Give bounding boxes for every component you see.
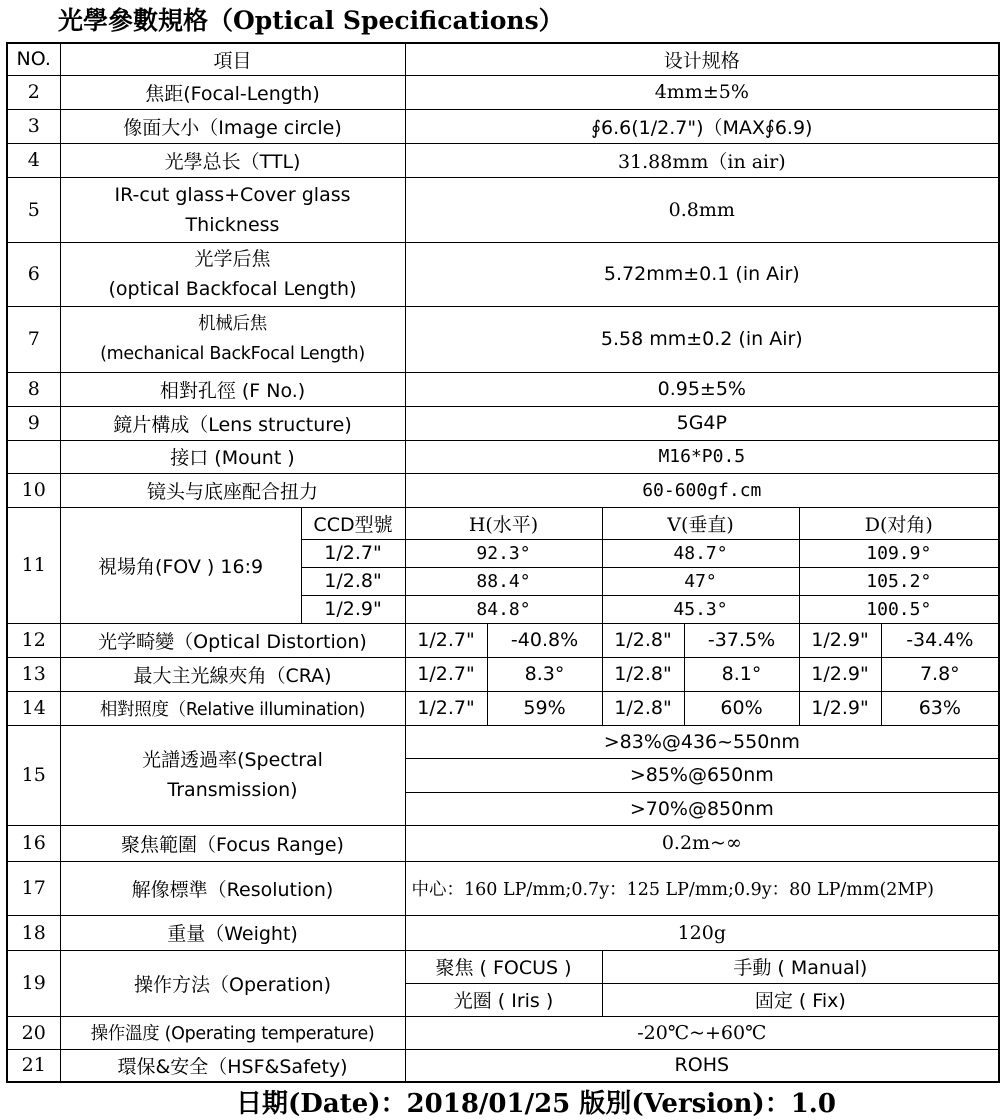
- fov-v: 47°: [602, 567, 799, 595]
- row-label-line2: (optical Backfocal Length): [108, 278, 357, 300]
- fov-d: 100.5°: [799, 595, 999, 623]
- row-no: 21: [7, 1049, 60, 1082]
- table-row-torque: [7, 473, 999, 507]
- row-value: 60-600gf.cm: [405, 473, 999, 507]
- row-value: 120g: [405, 915, 999, 950]
- header-item: 項目: [60, 43, 405, 75]
- fov-v: 45.3°: [602, 595, 799, 623]
- row-label: 鏡片構成（Lens structure): [60, 406, 405, 440]
- row-value: 中心：160 LP/mm;0.7y：125 LP/mm;0.9y：80 LP/mm(2MP): [405, 861, 999, 915]
- table-row-focus-range: [7, 825, 999, 861]
- fov-d-header: D(对角): [799, 507, 999, 539]
- row-label: 視場角(FOV ) 16:9: [60, 507, 301, 623]
- row-label: 解像標準（Resolution): [60, 861, 405, 915]
- row-no: 5: [7, 177, 60, 242]
- row-label: 最大主光線夾角（CRA): [60, 657, 405, 691]
- table-row-cra: [7, 657, 999, 691]
- row-label: 光學总长（TTL): [60, 143, 405, 177]
- row-label: 重量（Weight): [60, 915, 405, 950]
- fov-h-header: H(水平): [405, 507, 602, 539]
- row-value: 5.72mm±0.1 (in Air): [405, 242, 999, 306]
- value-cell: -34.4%: [881, 623, 999, 657]
- table-row-ir-cut: [7, 177, 999, 242]
- table-row-hsf: [7, 1049, 999, 1082]
- row-no: [7, 440, 60, 473]
- row-label: [60, 725, 405, 825]
- row-no: 18: [7, 915, 60, 950]
- row-label: [60, 242, 405, 306]
- row-label: 操作溫度 (Operating temperature): [60, 1016, 405, 1049]
- row-label: 焦距(Focal-Length): [60, 75, 405, 109]
- table-row-weight: [7, 915, 999, 950]
- value-cell: 8.1°: [684, 657, 799, 691]
- operation-focus: 聚焦 ( FOCUS ): [405, 950, 602, 983]
- ccd-cell: 1/2.8": [602, 657, 684, 691]
- row-label: [60, 177, 405, 242]
- table-row-image-circle: [7, 109, 999, 143]
- row-label: 接口 (Mount ): [60, 440, 405, 473]
- row-label-line1: 光学后焦: [194, 248, 271, 270]
- table-row-optical-bfl: [7, 242, 999, 306]
- spectral-value: >70%@850nm: [405, 792, 999, 825]
- value-cell: 59%: [487, 691, 602, 725]
- spec-table: [6, 42, 1000, 1083]
- row-value: 5.58 mm±0.2 (in Air): [405, 306, 999, 372]
- row-label: 相對照度（Relative illumination): [60, 691, 405, 725]
- table-row-focal: [7, 75, 999, 109]
- table-row-ttl: [7, 143, 999, 177]
- table-row-resolution: [7, 861, 999, 915]
- fov-ccd: 1/2.9": [301, 595, 405, 623]
- row-value: M16*P0.5: [405, 440, 999, 473]
- row-no: 10: [7, 473, 60, 507]
- ccd-cell: 1/2.7": [405, 657, 487, 691]
- table-row-relative-illumination: [7, 691, 999, 725]
- table-row-mount: [7, 440, 999, 473]
- row-label-line2: Thickness: [185, 213, 280, 236]
- row-no: 17: [7, 861, 60, 915]
- row-no: 4: [7, 143, 60, 177]
- footer-date-version: 日期(Date)：2018/01/25 版別(Version)：1.0: [236, 1089, 836, 1119]
- ccd-cell: 1/2.7": [405, 623, 487, 657]
- value-cell: 60%: [684, 691, 799, 725]
- footer-partial: [6, 1087, 998, 1119]
- fov-h: 84.8°: [405, 595, 602, 623]
- value-cell: -40.8%: [487, 623, 602, 657]
- table-row-fov-header: [7, 507, 999, 539]
- row-label: [60, 306, 405, 372]
- row-no: 20: [7, 1016, 60, 1049]
- row-label-line2: (mechanical BackFocal Length): [100, 344, 365, 364]
- table-row-temperature: [7, 1016, 999, 1049]
- header-no: NO.: [7, 43, 60, 75]
- row-no: 7: [7, 306, 60, 372]
- table-row-distortion: [7, 623, 999, 657]
- row-no: 13: [7, 657, 60, 691]
- fov-ccd-header: CCD型號: [301, 507, 405, 539]
- fov-h: 92.3°: [405, 539, 602, 567]
- row-label: 镜头与底座配合扭力: [60, 473, 405, 507]
- row-label: 相對孔徑 (F No.): [60, 372, 405, 406]
- spectral-value: >83%@436~550nm: [405, 725, 999, 758]
- fov-ccd: 1/2.8": [301, 567, 405, 595]
- table-row-operation: [7, 950, 999, 983]
- row-value: 0.2m~∞: [405, 825, 999, 861]
- fov-v: 48.7°: [602, 539, 799, 567]
- table-row-mechanical-bfl: [7, 306, 999, 372]
- row-no: 19: [7, 950, 60, 1016]
- row-no: 15: [7, 725, 60, 825]
- row-label: 光学畸變（Optical Distortion): [60, 623, 405, 657]
- table-header-row: [7, 43, 999, 75]
- spectral-value: >85%@650nm: [405, 758, 999, 792]
- operation-manual: 手動 ( Manual): [602, 950, 999, 983]
- row-label-line1: IR-cut glass+Cover glass: [114, 183, 351, 206]
- row-value: ∮6.6(1/2.7")（MAX∮6.9): [405, 109, 999, 143]
- fov-d: 109.9°: [799, 539, 999, 567]
- row-label-line1: 光譜透過率(Spectral: [142, 749, 323, 771]
- operation-iris: 光圈 ( Iris ): [405, 983, 602, 1016]
- row-value: 0.95±5%: [405, 372, 999, 406]
- operation-fix: 固定 ( Fix): [602, 983, 999, 1016]
- row-value: 4mm±5%: [405, 75, 999, 109]
- ccd-cell: 1/2.9": [799, 657, 881, 691]
- table-row-f-no: [7, 372, 999, 406]
- row-no: 11: [7, 507, 60, 623]
- table-row-lens-structure: [7, 406, 999, 440]
- row-label: 聚焦範圍（Focus Range): [60, 825, 405, 861]
- row-no: 2: [7, 75, 60, 109]
- table-row-spectral: [7, 725, 999, 758]
- fov-ccd: 1/2.7": [301, 539, 405, 567]
- value-cell: -37.5%: [684, 623, 799, 657]
- ccd-cell: 1/2.9": [799, 691, 881, 725]
- fov-h: 88.4°: [405, 567, 602, 595]
- ccd-cell: 1/2.8": [602, 691, 684, 725]
- value-cell: 8.3°: [487, 657, 602, 691]
- row-label-line1: 机械后焦: [198, 314, 267, 334]
- value-cell: 63%: [881, 691, 999, 725]
- row-value: 5G4P: [405, 406, 999, 440]
- page-title: 光學參數規格（Optical Specifications）: [58, 6, 564, 35]
- fov-v-header: V(垂直): [602, 507, 799, 539]
- row-no: 8: [7, 372, 60, 406]
- ccd-cell: 1/2.8": [602, 623, 684, 657]
- row-no: 12: [7, 623, 60, 657]
- value-cell: 7.8°: [881, 657, 999, 691]
- row-no: 9: [7, 406, 60, 440]
- row-no: 6: [7, 242, 60, 306]
- row-no: 3: [7, 109, 60, 143]
- ccd-cell: 1/2.9": [799, 623, 881, 657]
- row-label: 環保&安全（HSF&Safety): [60, 1049, 405, 1082]
- ccd-cell: 1/2.7": [405, 691, 487, 725]
- row-value: ROHS: [405, 1049, 999, 1082]
- header-spec: 设计规格: [405, 43, 999, 75]
- row-value: 31.88mm（in air): [405, 143, 999, 177]
- row-no: 14: [7, 691, 60, 725]
- row-value: 0.8mm: [405, 177, 999, 242]
- row-label: 操作方法（Operation): [60, 950, 405, 1016]
- fov-d: 105.2°: [799, 567, 999, 595]
- row-no: 16: [7, 825, 60, 861]
- row-label-line2: Transmission): [167, 779, 298, 801]
- row-value: -20℃~+60℃: [405, 1016, 999, 1049]
- row-label: 像面大小（Image circle): [60, 109, 405, 143]
